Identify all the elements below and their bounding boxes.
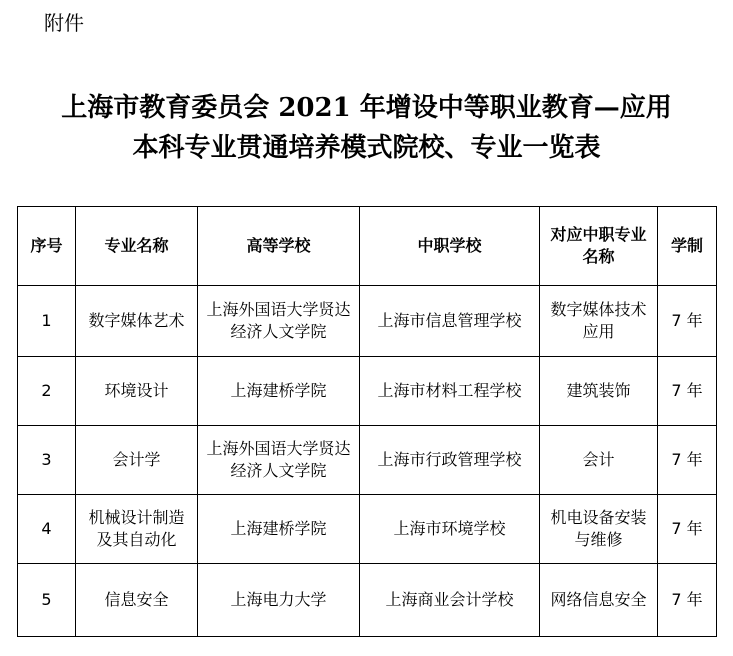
cell-vocational-school: 上海市环境学校 — [360, 495, 540, 564]
cell-vocational-major: 数字媒体技术应用 — [540, 286, 658, 357]
cell-duration: 7 年 — [658, 426, 717, 495]
document-title — [0, 88, 733, 168]
attachment-label: 附件 — [44, 11, 84, 35]
cell-vocational-major: 机电设备安装与维修 — [540, 495, 658, 564]
table-header-row — [18, 207, 717, 286]
title-line-1: 上海市教育委员会 2021 年增设中等职业教育—应用 — [61, 93, 672, 123]
header-index: 序号 — [18, 207, 76, 286]
cell-index: 4 — [18, 495, 76, 564]
table-row — [18, 426, 717, 495]
cell-major: 环境设计 — [76, 357, 198, 426]
cell-major: 会计学 — [76, 426, 198, 495]
cell-college: 上海建桥学院 — [198, 357, 360, 426]
cell-vocational-school: 上海市信息管理学校 — [360, 286, 540, 357]
header-major: 专业名称 — [76, 207, 198, 286]
cell-vocational-school: 上海市材料工程学校 — [360, 357, 540, 426]
cell-college: 上海电力大学 — [198, 564, 360, 637]
cell-major: 数字媒体艺术 — [76, 286, 198, 357]
header-duration: 学制 — [658, 207, 717, 286]
table-row — [18, 495, 717, 564]
cell-vocational-school: 上海市行政管理学校 — [360, 426, 540, 495]
cell-index: 1 — [18, 286, 76, 357]
cell-index: 5 — [18, 564, 76, 637]
cell-index: 2 — [18, 357, 76, 426]
cell-vocational-major: 网络信息安全 — [540, 564, 658, 637]
cell-vocational-school: 上海商业会计学校 — [360, 564, 540, 637]
header-vocational-school: 中职学校 — [360, 207, 540, 286]
cell-college: 上海建桥学院 — [198, 495, 360, 564]
cell-duration: 7 年 — [658, 286, 717, 357]
cell-major: 机械设计制造及其自动化 — [76, 495, 198, 564]
cell-college: 上海外国语大学贤达经济人文学院 — [198, 426, 360, 495]
header-vocational-major: 对应中职专业名称 — [540, 207, 658, 286]
cell-duration: 7 年 — [658, 495, 717, 564]
header-college: 高等学校 — [198, 207, 360, 286]
table-row — [18, 357, 717, 426]
title-line-2: 本科专业贯通培养模式院校、专业一览表 — [132, 133, 601, 163]
cell-major: 信息安全 — [76, 564, 198, 637]
cell-vocational-major: 建筑装饰 — [540, 357, 658, 426]
cell-duration: 7 年 — [658, 564, 717, 637]
table-row — [18, 564, 717, 637]
cell-duration: 7 年 — [658, 357, 717, 426]
table-row — [18, 286, 717, 357]
cell-college: 上海外国语大学贤达经济人文学院 — [198, 286, 360, 357]
program-table — [17, 206, 717, 637]
cell-index: 3 — [18, 426, 76, 495]
cell-vocational-major: 会计 — [540, 426, 658, 495]
